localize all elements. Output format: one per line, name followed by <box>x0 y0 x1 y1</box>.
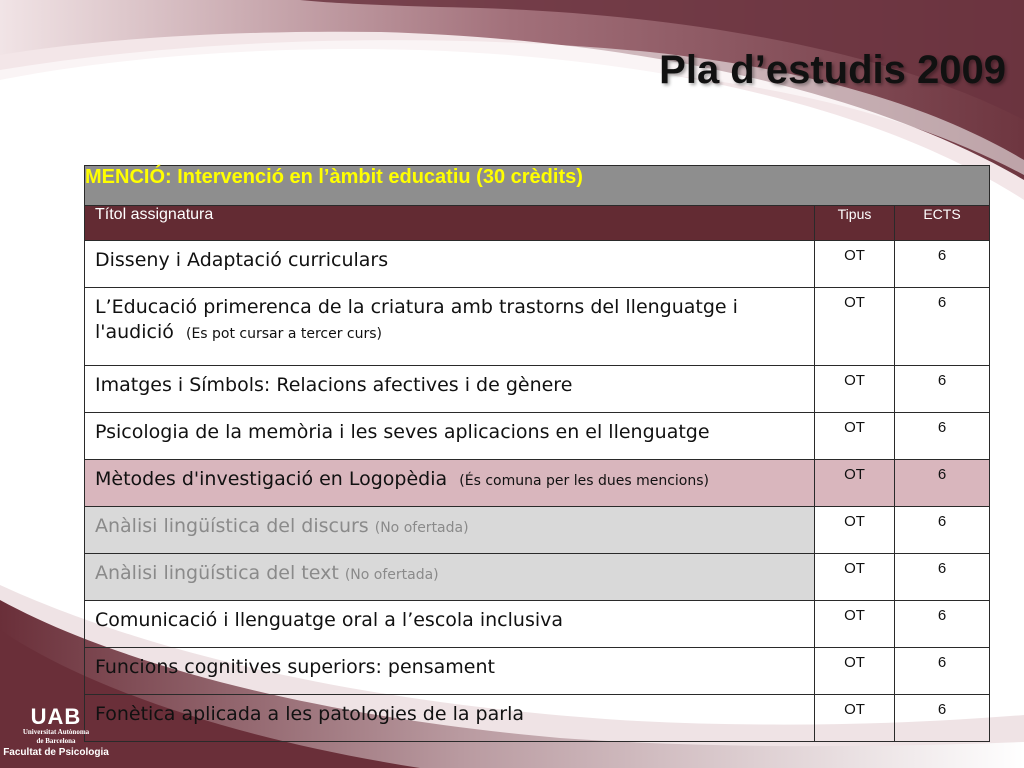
course-type: OT <box>815 695 895 742</box>
course-title-cell <box>85 601 815 648</box>
study-plan-table <box>84 165 990 742</box>
course-type: OT <box>815 413 895 460</box>
course-type: OT <box>815 366 895 413</box>
course-note: (Es pot cursar a tercer curs) <box>185 326 383 342</box>
course-type: OT <box>815 288 895 366</box>
uab-logo-mark: UAB <box>30 704 82 729</box>
table-row-highlighted <box>85 460 990 507</box>
course-ects: 6 <box>895 554 990 601</box>
course-ects: 6 <box>895 288 990 366</box>
course-title-cell <box>85 507 815 554</box>
course-ects: 6 <box>895 413 990 460</box>
course-title-cell <box>85 695 815 742</box>
uab-logo-line1: Universitat Autònoma <box>22 728 90 736</box>
course-title-cell <box>85 648 815 695</box>
table-row <box>85 648 990 695</box>
faculty-name: Facultat de Psicologia <box>3 747 109 758</box>
course-title: Imatges i Símbols: Relacions afectives i de gènere <box>95 374 573 396</box>
course-ects: 6 <box>895 366 990 413</box>
course-title-cell <box>85 288 815 366</box>
course-title-cell <box>85 460 815 507</box>
course-type: OT <box>815 648 895 695</box>
course-type: OT <box>815 554 895 601</box>
course-title: L’Educació primerenca de la criatura amb trastorns del llenguatge i l'audició <box>95 296 738 343</box>
table-row-not-offered <box>85 507 990 554</box>
course-title: Funcions cognitives superiors: pensament <box>95 656 495 678</box>
table-heading-row <box>85 166 990 206</box>
table-row <box>85 695 990 742</box>
course-title: Anàlisi lingüística del discurs <box>95 515 369 537</box>
column-header-title: Títol assignatura <box>85 206 815 241</box>
course-title: Mètodes d'investigació en Logopèdia <box>95 468 448 490</box>
course-type: OT <box>815 601 895 648</box>
table-row <box>85 366 990 413</box>
column-header-row <box>85 206 990 241</box>
course-title-cell <box>85 413 815 460</box>
course-type: OT <box>815 507 895 554</box>
course-note: (No ofertada) <box>374 520 469 536</box>
table-row-not-offered <box>85 554 990 601</box>
course-title-cell <box>85 554 815 601</box>
course-title: Psicologia de la memòria i les seves aplicacions en el llenguatge <box>95 421 710 443</box>
course-title: Disseny i Adaptació curriculars <box>95 249 389 271</box>
table-row <box>85 241 990 288</box>
table-row <box>85 413 990 460</box>
course-note: (És comuna per les dues mencions) <box>459 473 709 489</box>
table-heading: MENCIÓ: Intervenció en l’àmbit educatiu (30 crèdits) <box>85 166 990 206</box>
course-ects: 6 <box>895 460 990 507</box>
table-row <box>85 288 990 366</box>
course-type: OT <box>815 241 895 288</box>
column-header-type: Tipus <box>815 206 895 241</box>
course-title: Fonètica aplicada a les patologies de la parla <box>95 703 524 725</box>
course-ects: 6 <box>895 241 990 288</box>
column-header-ects: ECTS <box>895 206 990 241</box>
uab-logo <box>0 706 112 768</box>
course-type: OT <box>815 460 895 507</box>
table-row <box>85 601 990 648</box>
course-ects: 6 <box>895 648 990 695</box>
uab-logo-line2: de Barcelona <box>36 737 76 745</box>
course-title: Anàlisi lingüística del text <box>95 562 339 584</box>
course-note: (No ofertada) <box>344 567 439 583</box>
course-title: Comunicació i llenguatge oral a l’escola inclusiva <box>95 609 564 631</box>
course-title-cell <box>85 241 815 288</box>
course-ects: 6 <box>895 601 990 648</box>
slide-title: Pla d’estudis 2009 <box>659 48 1006 92</box>
course-ects: 6 <box>895 507 990 554</box>
course-ects: 6 <box>895 695 990 742</box>
course-title-cell <box>85 366 815 413</box>
